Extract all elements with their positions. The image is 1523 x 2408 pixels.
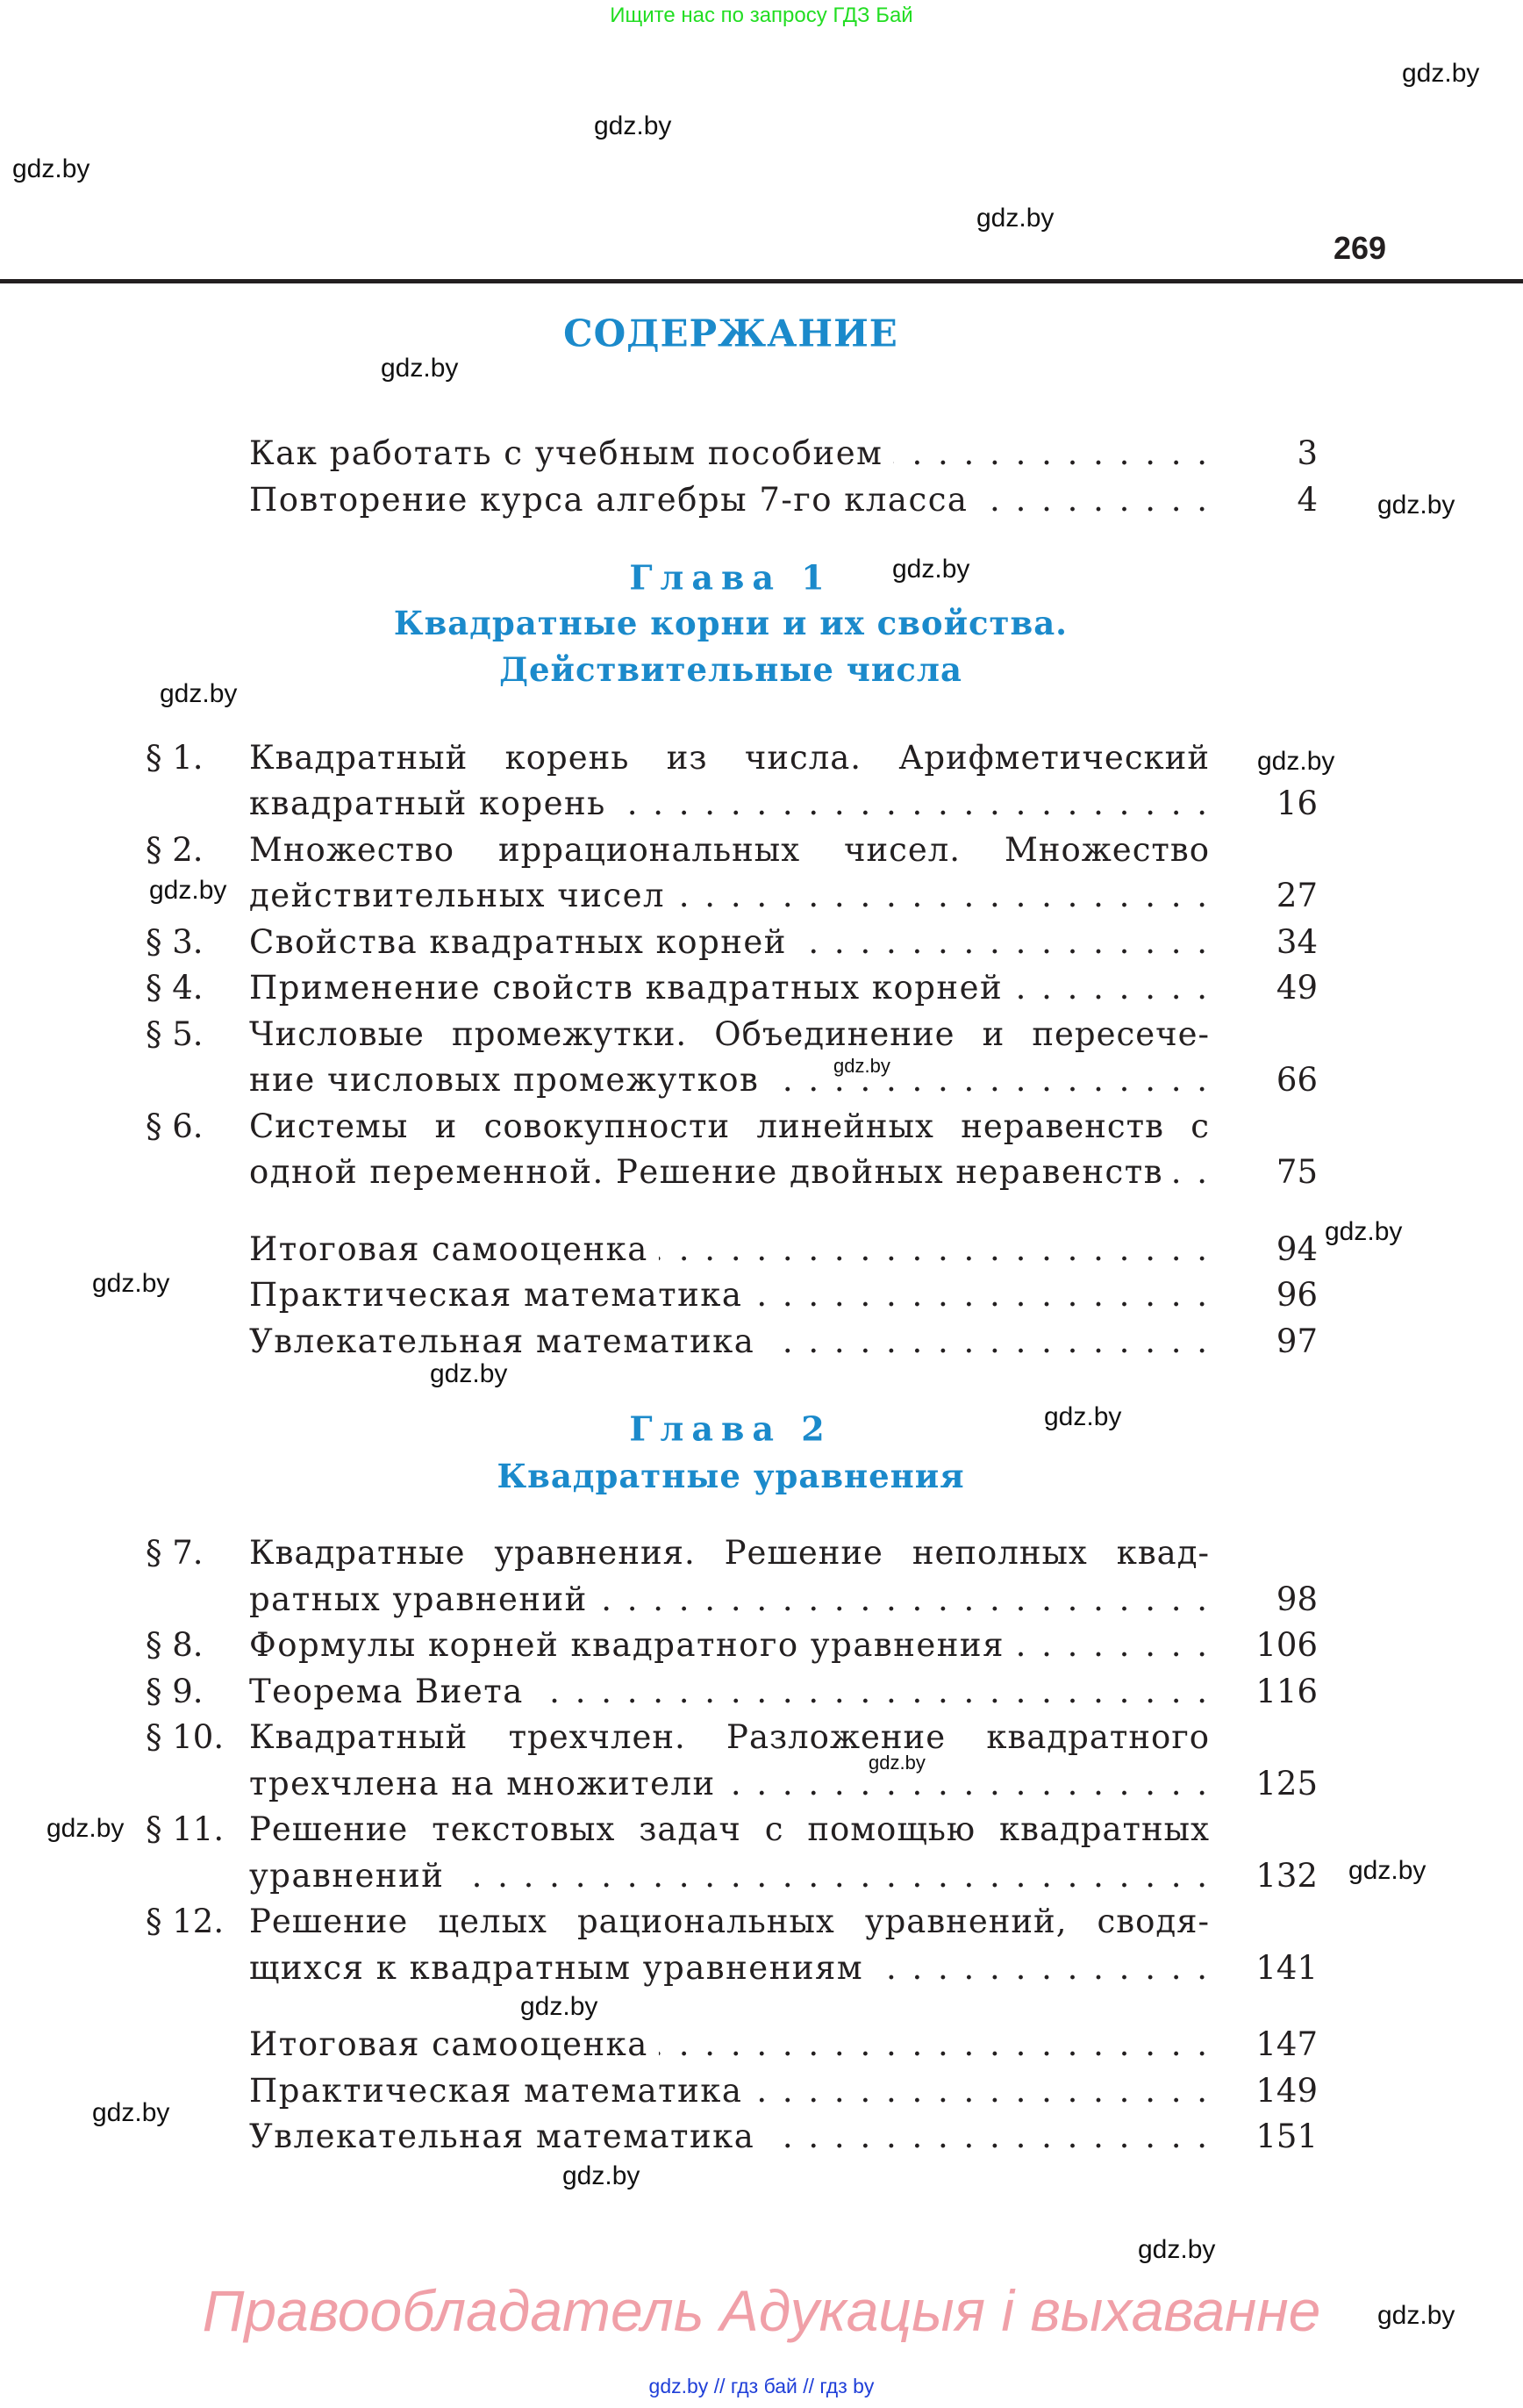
toc-entry[interactable] (146, 477, 1318, 522)
entry-text: Квадратные уравнения. Решение неполных квад- (249, 1533, 1210, 1572)
entry-text: Итоговая самооценка (249, 2025, 648, 2063)
toc-entry[interactable] (146, 1272, 1318, 1317)
entry-text: Теорема Виета (249, 1672, 524, 1710)
dot-leader (598, 1580, 1210, 1618)
watermark-text: gdz.by (381, 354, 459, 383)
dot-leader (765, 1322, 1210, 1360)
entry-text: Увлекательная математика (249, 1322, 755, 1360)
toc-entry[interactable] (146, 2113, 1318, 2159)
toc-entry[interactable] (146, 1103, 1318, 1149)
page-ref: 151 (1255, 2117, 1318, 2155)
entry-text: трехчлена на множители (249, 1764, 716, 1802)
watermark-text: gdz.by (1325, 1217, 1403, 1246)
entry-text-box (249, 1857, 1210, 1895)
entry-text: Применение свойств квадратных корней (249, 968, 1004, 1007)
top-search-note: Ищите нас по запросу ГДЗ Бай (610, 4, 913, 27)
entry-text: Увлекательная математика (249, 2117, 755, 2155)
toc-entry[interactable] (146, 1530, 1318, 1575)
watermark-text: gdz.by (1138, 2235, 1216, 2264)
entry-text-box (249, 434, 1210, 472)
entry-text-box (249, 969, 1210, 1007)
toc-entry[interactable] (146, 2021, 1318, 2067)
entry-text: Формулы корней квадратного уравнения (249, 1625, 1005, 1664)
entry-text-box (249, 2072, 1210, 2110)
toc-entry[interactable] (146, 1226, 1318, 1272)
section-number: § 5. (146, 1014, 204, 1053)
entry-text-box (249, 923, 1210, 961)
page-ref: 34 (1276, 922, 1318, 961)
page-number: 269 (1334, 230, 1387, 266)
entry-text-box (249, 1580, 1210, 1618)
page-ref: 16 (1276, 784, 1318, 822)
toc-entry[interactable] (146, 1057, 1318, 1102)
watermark-text: gdz.by (976, 204, 1055, 233)
dot-leader (754, 2072, 1211, 2110)
toc-entry[interactable] (146, 1318, 1318, 1364)
entry-text: Свойства квадратных корней (249, 922, 787, 961)
entry-text-box (249, 1626, 1210, 1664)
chapter-1-title-line: Действительные числа (499, 650, 962, 689)
dot-leader (893, 434, 1210, 472)
entry-text: ратных уравнений (249, 1580, 588, 1618)
entry-text-box (249, 1153, 1210, 1191)
toc-entry[interactable] (146, 1668, 1318, 1714)
entry-text-box (249, 481, 1210, 519)
entry-text-box (249, 785, 1210, 822)
dot-leader (1013, 969, 1210, 1007)
entry-text-box (249, 1230, 1210, 1268)
entry-text-box (249, 1322, 1210, 1360)
dot-leader (659, 1230, 1210, 1268)
section-number: § 7. (146, 1533, 204, 1572)
page-ref: 149 (1255, 2071, 1318, 2110)
section-number: § 4. (146, 968, 204, 1007)
watermark-text: gdz.by (1377, 491, 1455, 520)
watermark-text: gdz.by (92, 2098, 170, 2127)
watermark-text: gdz.by (1348, 1856, 1426, 1885)
entry-text: действительных чисел (249, 876, 666, 914)
toc-entry[interactable] (146, 1898, 1318, 1944)
watermark-text: gdz.by (12, 154, 90, 183)
page-ref: 147 (1255, 2025, 1318, 2063)
toc-entry[interactable] (146, 964, 1318, 1010)
entry-text-box (249, 2118, 1210, 2155)
page-ref: 116 (1255, 1672, 1318, 1710)
dot-leader (534, 1673, 1210, 1710)
watermark-text: gdz.by (1257, 747, 1335, 776)
toc-entry[interactable] (146, 430, 1318, 476)
header-rule (0, 279, 1523, 283)
watermark-text: gdz.by (869, 1752, 926, 1774)
section-number: § 2. (146, 830, 204, 869)
watermark-text: gdz.by (520, 1992, 598, 2021)
page-ref: 132 (1255, 1856, 1318, 1895)
toc-entry[interactable] (146, 919, 1318, 964)
dot-leader (978, 481, 1210, 519)
toc-entry[interactable] (146, 872, 1318, 918)
toc-entry[interactable] (146, 1576, 1318, 1622)
watermark-text: gdz.by (892, 555, 970, 584)
watermark-text: gdz.by (160, 679, 238, 708)
toc-entry[interactable] (146, 1622, 1318, 1667)
watermark-text: gdz.by (430, 1359, 508, 1388)
toc-entry[interactable] (146, 2068, 1318, 2113)
toc-entry[interactable] (146, 827, 1318, 872)
page-ref: 106 (1255, 1625, 1318, 1664)
dot-leader (1174, 1153, 1210, 1191)
copyright-holder-note: Правообладатель Адукацыя і выхаванне (202, 2278, 1321, 2343)
entry-text-box (249, 1949, 1210, 1987)
page-ref: 3 (1297, 434, 1318, 472)
page-title: СОДЕРЖАНИЕ (563, 312, 898, 355)
toc-entry[interactable] (146, 1760, 1318, 1806)
entry-text: Квадратный корень из числа. Арифметический (249, 738, 1210, 777)
dot-leader (617, 785, 1210, 822)
page-ref: 94 (1276, 1229, 1318, 1268)
page-ref: 75 (1276, 1152, 1318, 1191)
watermark-text: gdz.by (594, 111, 672, 140)
section-number: § 9. (146, 1672, 204, 1710)
entry-text: Системы и совокупности линейных неравенств с (249, 1107, 1210, 1145)
entry-text: Практическая математика (249, 2071, 743, 2110)
toc-entry[interactable] (146, 1945, 1318, 1990)
page-ref: 4 (1297, 480, 1318, 519)
entry-text: щихся к квадратным уравнениям (249, 1948, 864, 1987)
entry-text: квадратный корень (249, 784, 606, 822)
entry-text: Числовые промежутки. Объединение и пересече- (249, 1014, 1210, 1053)
entry-text: уравнений (249, 1856, 445, 1895)
dot-leader (874, 1949, 1210, 1987)
chapter-1-title-line: Квадратные корни и их свойства. (393, 604, 1069, 642)
dot-leader (765, 2118, 1210, 2155)
toc-entry[interactable] (146, 1149, 1318, 1194)
dot-leader (754, 1276, 1211, 1314)
page-ref: 66 (1276, 1060, 1318, 1099)
section-number: § 11. (146, 1810, 225, 1848)
section-number: § 1. (146, 738, 204, 777)
chapter-1-label: Глава 1 (629, 557, 833, 598)
entry-text: Квадратный трехчлен. Разложение квадратного (249, 1717, 1210, 1756)
section-number: § 6. (146, 1107, 204, 1145)
entry-text: Решение текстовых задач с помощью квадратных (249, 1810, 1210, 1848)
entry-text: Как работать с учебным пособием (249, 434, 883, 472)
toc-entry[interactable] (146, 1714, 1318, 1759)
toc-entry[interactable] (146, 780, 1318, 826)
page-ref: 97 (1276, 1322, 1318, 1360)
section-number: § 10. (146, 1717, 225, 1756)
entry-text-box (249, 1765, 1210, 1802)
toc-entry[interactable] (146, 1011, 1318, 1057)
section-number: § 12. (146, 1902, 225, 1940)
entry-text: Итоговая самооценка (249, 1229, 648, 1268)
entry-text-box (249, 2025, 1210, 2063)
entry-text: Множество иррациональных чисел. Множество (249, 830, 1210, 869)
section-number: § 8. (146, 1625, 204, 1664)
dot-leader (1015, 1626, 1210, 1664)
chapter-2-label: Глава 2 (629, 1408, 833, 1449)
dot-leader (659, 2025, 1210, 2063)
entry-text-box (249, 1061, 1210, 1099)
entry-text: ние числовых промежутков (249, 1060, 760, 1099)
watermark-text: gdz.by (1377, 2301, 1455, 2330)
page-ref: 96 (1276, 1275, 1318, 1314)
dot-leader (726, 1765, 1210, 1802)
watermark-text: gdz.by (46, 1814, 125, 1843)
entry-text: Решение целых рациональных уравнений, сводя- (249, 1902, 1210, 1940)
entry-text-box (249, 877, 1210, 914)
page-ref: 141 (1255, 1948, 1318, 1987)
page-ref: 27 (1276, 876, 1318, 914)
toc-entry[interactable] (146, 735, 1318, 780)
toc-entry[interactable] (146, 1806, 1318, 1852)
watermark-text: gdz.by (149, 876, 227, 905)
watermark-text: gdz.by (833, 1055, 890, 1077)
entry-text: одной переменной. Решение двойных неравенств (249, 1152, 1164, 1191)
footer-links[interactable]: gdz.by // гдз бай // гдз by (648, 2375, 875, 2397)
entry-text: Практическая математика (249, 1275, 743, 1314)
chapter-2-title-line: Квадратные уравнения (497, 1457, 965, 1495)
page-ref: 49 (1276, 968, 1318, 1007)
page-ref: 98 (1276, 1580, 1318, 1618)
entry-text-box (249, 1673, 1210, 1710)
dot-leader (676, 877, 1210, 914)
watermark-text: gdz.by (1402, 59, 1480, 88)
entry-text-box (249, 1276, 1210, 1314)
dot-leader (797, 923, 1210, 961)
watermark-text: gdz.by (562, 2161, 640, 2190)
section-number: § 3. (146, 922, 204, 961)
entry-text: Повторение курса алгебры 7-го класса (249, 480, 969, 519)
watermark-text: gdz.by (92, 1269, 170, 1298)
toc-entry[interactable] (146, 1853, 1318, 1898)
page-ref: 125 (1255, 1764, 1318, 1802)
dot-leader (454, 1857, 1210, 1895)
watermark-text: gdz.by (1044, 1402, 1122, 1431)
